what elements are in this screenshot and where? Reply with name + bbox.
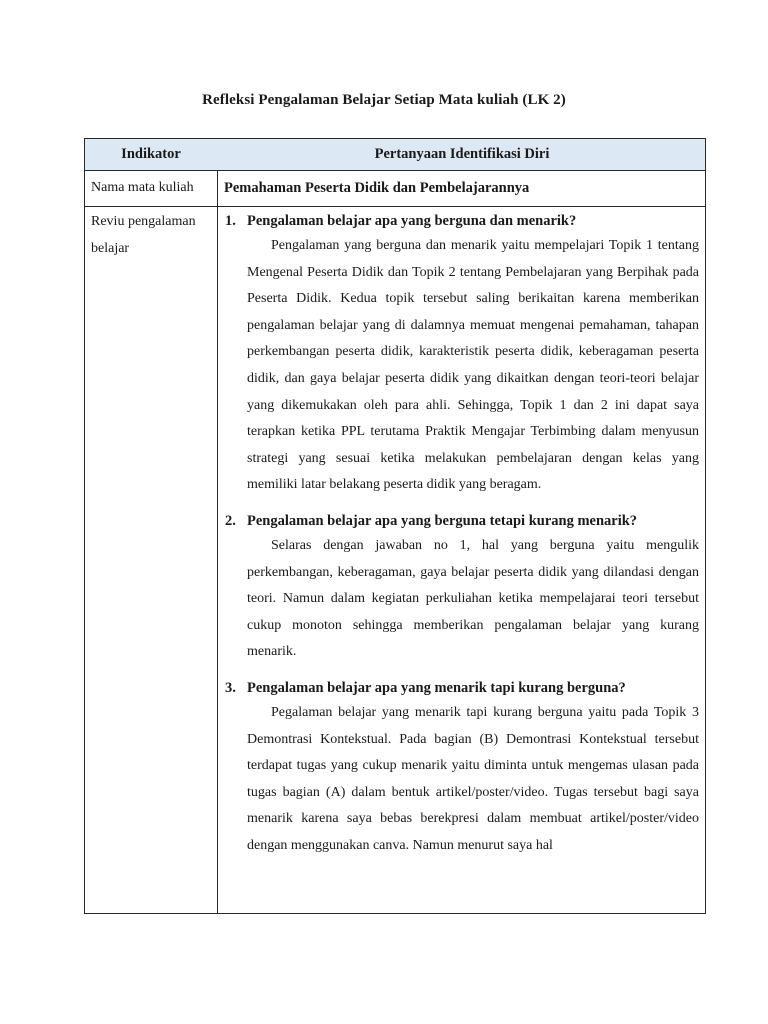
question-text: Pengalaman belajar apa yang menarik tapi kurang berguna? — [247, 679, 626, 696]
answer-3: Pegalaman belajar yang menarik tapi kurang berguna yaitu pada Topik 3 Demontrasi Kontekstual. Pada bagian (B) Demontrasi Kontekstual tersebut terdapat tugas yang cukup menarik yaitu diminta untuk mengemas ulasan pada tugas bagian (A) dalam bentuk artikel/poster/video. Tugas tersebut bagi saya menarik karena saya bebas berekpresi dalam membuat artikel/poster/video dengan menggunakan canva. Namun menurut saya hal — [247, 704, 699, 853]
header-pertanyaan: Pertanyaan Identifikasi Diri — [374, 146, 550, 162]
answer-1: Pengalaman yang berguna dan menarik yaitu mempelajari Topik 1 tentang Mengenal Peserta Didik dan Topik 2 tentang Pembelajaran yang Berpihak pada Peserta Didik. Kedua topik tersebut saling berikaitan karena memberikan pengalaman belajar yang di dalamnya memuat mengenai pemahaman, tahapan perkembangan peserta didik, karakteristik peserta didik, keberagaman peserta didik, dan gaya belajar peserta didik yang dikaitkan dengan teori-teori belajar yang dikemukakan oleh para ahli. Sehingga, Topik 1 dan 2 ini dapat saya terapkan ketika PPL terutama Praktik Mengajar Terbimbing dalam menyusun strategi yang sesuai ketika melakukan pembelajaran dengan kelas yang memiliki latar belakang peserta didik yang beragam. — [247, 238, 699, 493]
reflection-table — [84, 138, 706, 914]
header-indikator: Indikator — [121, 146, 181, 162]
table-row-course — [85, 171, 705, 207]
question-2 — [225, 511, 699, 531]
course-label: Nama mata kuliah — [91, 180, 194, 195]
review-content — [225, 211, 699, 859]
question-3 — [225, 678, 699, 698]
question-number: 3. — [225, 679, 236, 696]
page-title: Refleksi Pengalaman Belajar Setiap Mata kuliah (LK 2) — [202, 92, 566, 108]
question-number: 2. — [225, 512, 236, 529]
course-value: Pemahaman Peserta Didik dan Pembelajarannya — [224, 180, 530, 196]
answer-2: Selaras dengan jawaban no 1, hal yang berguna yaitu mengulik perkembangan, keberagaman, gaya belajar peserta didik yang dilandasi dengan teori. Namun dalam kegiatan perkuliahan ketika mempelajarai teori tersebut cukup monoton sehingga memberikan pengalaman belajar yang kurang menarik. — [247, 537, 699, 660]
column-divider — [217, 139, 218, 913]
question-text: Pengalaman belajar apa yang berguna tetapi kurang menarik? — [247, 512, 638, 529]
table-header-row — [85, 139, 705, 171]
review-label: Reviu pengalaman belajar — [91, 214, 196, 256]
question-text: Pengalaman belajar apa yang berguna dan menarik? — [247, 213, 577, 229]
question-1 — [225, 211, 699, 231]
question-number: 1. — [225, 213, 236, 229]
